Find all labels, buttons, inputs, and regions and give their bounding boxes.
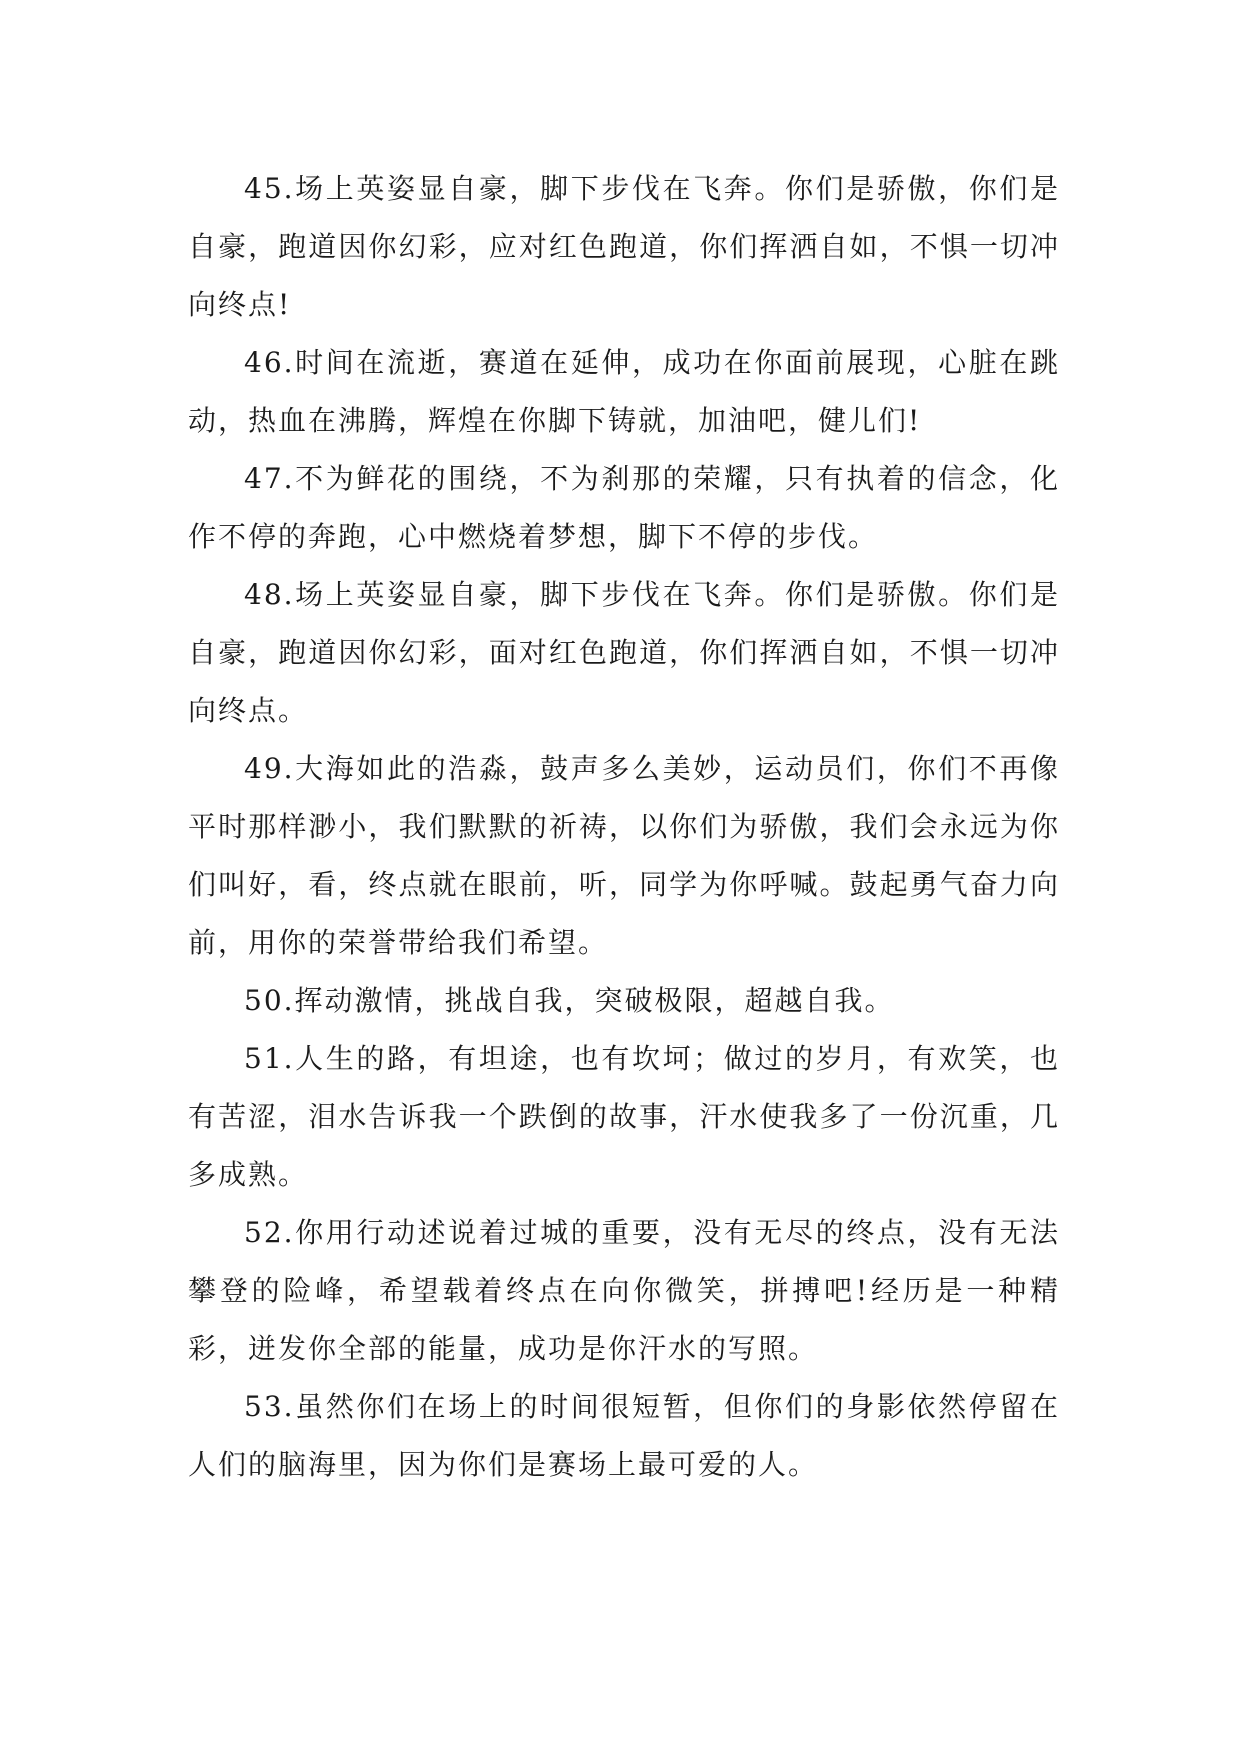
document-body bbox=[188, 160, 1060, 1494]
paragraph-46: 46.时间在流逝，赛道在延伸，成功在你面前展现，心脏在跳动，热血在沸腾，辉煌在你脚下铸就，加油吧，健儿们! bbox=[188, 346, 1060, 437]
paragraph-48: 48.场上英姿显自豪，脚下步伐在飞奔。你们是骄傲。你们是自豪，跑道因你幻彩，面对红色跑道，你们挥洒自如，不惧一切冲向终点。 bbox=[188, 578, 1060, 727]
paragraph-51: 51.人生的路，有坦途，也有坎坷；做过的岁月，有欢笑，也有苦涩，泪水告诉我一个跌倒的故事，汗水使我多了一份沉重，几多成熟。 bbox=[188, 1042, 1060, 1191]
paragraph-50: 50.挥动激情，挑战自我，突破极限，超越自我。 bbox=[244, 984, 895, 1017]
paragraph-53: 53.虽然你们在场上的时间很短暂，但你们的身影依然停留在人们的脑海里，因为你们是赛场上最可爱的人。 bbox=[188, 1390, 1060, 1481]
paragraph-45: 45.场上英姿显自豪，脚下步伐在飞奔。你们是骄傲，你们是自豪，跑道因你幻彩，应对红色跑道，你们挥洒自如，不惧一切冲向终点! bbox=[188, 172, 1060, 321]
paragraph-47: 47.不为鲜花的围绕，不为刹那的荣耀，只有执着的信念，化作不停的奔跑，心中燃烧着梦想，脚下不停的步伐。 bbox=[188, 462, 1060, 553]
paragraph-49: 49.大海如此的浩淼，鼓声多么美妙，运动员们，你们不再像平时那样渺小，我们默默的祈祷，以你们为骄傲，我们会永远为你们叫好，看，终点就在眼前，听，同学为你呼喊。鼓起勇气奋力向前，用你的荣誉带给我们希望。 bbox=[188, 752, 1060, 959]
paragraph-52: 52.你用行动述说着过城的重要，没有无尽的终点，没有无法攀登的险峰，希望载着终点在向你微笑，拼搏吧!经历是一种精彩，迸发你全部的能量，成功是你汗水的写照。 bbox=[188, 1216, 1060, 1365]
